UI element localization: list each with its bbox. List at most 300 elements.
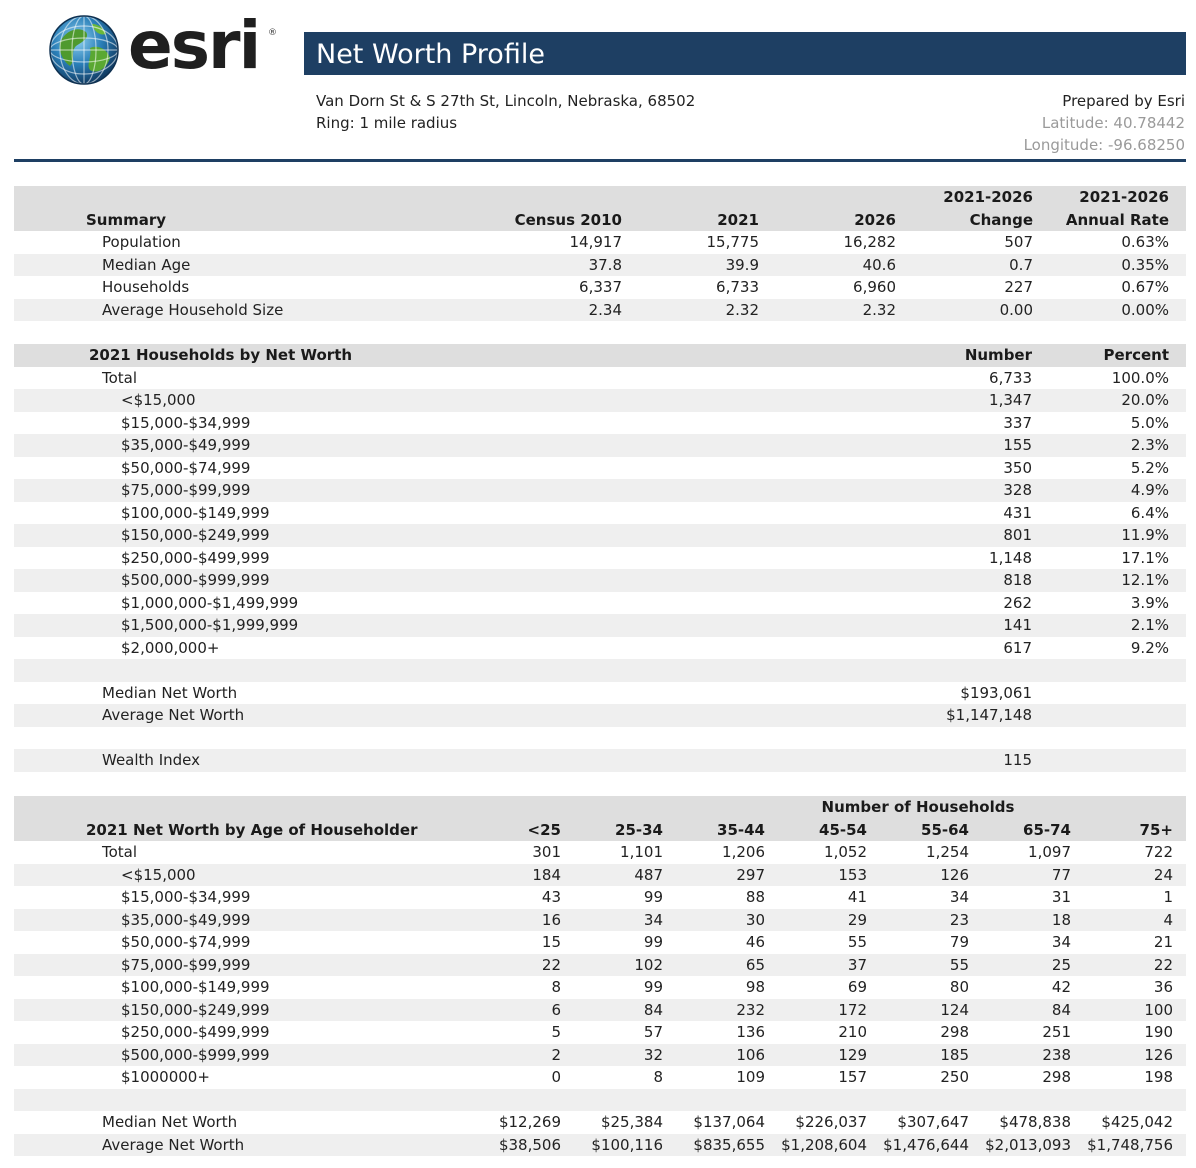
value-cell: 350 bbox=[1003, 458, 1032, 477]
value-cell: 20.0% bbox=[1032, 389, 1169, 412]
trademark-mark: ® bbox=[268, 28, 277, 38]
value-cell: 6,337 bbox=[579, 278, 622, 297]
spacer-cell bbox=[1032, 727, 1169, 750]
value-cell: 185 bbox=[867, 1044, 969, 1067]
column-header: Annual Rate bbox=[1033, 209, 1169, 232]
spacer-row bbox=[14, 1089, 1186, 1112]
row-label: Median Net Worth bbox=[102, 683, 238, 702]
value-cell: 12.1% bbox=[1032, 569, 1169, 592]
row-label: $15,000-$34,999 bbox=[121, 888, 251, 907]
value-cell: 210 bbox=[838, 1023, 867, 1042]
spacer-cell bbox=[1169, 614, 1186, 637]
spacer-cell bbox=[1169, 457, 1186, 480]
report-location bbox=[316, 90, 695, 134]
net-worth-row bbox=[14, 412, 1186, 435]
spacer-row bbox=[14, 321, 1186, 344]
value-cell: 124 bbox=[867, 999, 969, 1022]
value-cell: 153 bbox=[765, 864, 867, 887]
value-cell: 4 bbox=[1071, 909, 1173, 932]
value-cell: 22 bbox=[1071, 954, 1173, 977]
value-cell: 1 bbox=[1163, 888, 1173, 907]
value-cell: $1,748,756 bbox=[1071, 1134, 1173, 1157]
spacer-row bbox=[14, 772, 1186, 795]
spacer-cell bbox=[14, 727, 914, 750]
value-cell: 2.1% bbox=[1032, 614, 1169, 637]
net-worth-row bbox=[14, 457, 1186, 480]
spacer-cell bbox=[1169, 412, 1186, 435]
median-net-worth-row bbox=[14, 1111, 1186, 1134]
value-cell: 126 bbox=[867, 864, 969, 887]
value-cell: $193,061 bbox=[960, 683, 1032, 702]
value-cell: 431 bbox=[1003, 503, 1032, 522]
column-header: 45-54 bbox=[765, 819, 867, 842]
prepared-by-block bbox=[1024, 90, 1185, 156]
value-cell: 106 bbox=[663, 1044, 765, 1067]
value-cell: 136 bbox=[736, 1023, 765, 1042]
net-worth-header-row bbox=[14, 344, 1186, 367]
column-header: 65-74 bbox=[969, 819, 1071, 842]
age-row bbox=[14, 999, 1186, 1022]
row-label: $250,000-$499,999 bbox=[121, 548, 270, 567]
row-label: $35,000-$49,999 bbox=[14, 434, 914, 457]
net-worth-by-age-table bbox=[14, 796, 1186, 1156]
column-header: Census 2010 bbox=[444, 209, 622, 232]
spacer-cell bbox=[969, 1089, 1071, 1112]
row-label: $250,000-$499,999 bbox=[121, 1023, 270, 1042]
spacer-cell bbox=[1173, 1134, 1186, 1157]
value-cell: 36 bbox=[1153, 978, 1173, 997]
age-row bbox=[14, 1021, 1186, 1044]
value-cell: 6,960 bbox=[853, 278, 896, 297]
value-cell: $137,064 bbox=[693, 1113, 765, 1132]
value-cell: 23 bbox=[867, 909, 969, 932]
value-cell: 109 bbox=[736, 1068, 765, 1087]
value-cell: 190 bbox=[1144, 1023, 1173, 1042]
spacer-cell bbox=[14, 772, 914, 795]
spacer-cell bbox=[561, 1089, 663, 1112]
net-worth-row bbox=[14, 614, 1186, 637]
age-row bbox=[14, 886, 1186, 909]
value-cell: 298 bbox=[940, 1023, 969, 1042]
net-worth-row bbox=[14, 389, 1186, 412]
value-cell: 34 bbox=[1051, 933, 1071, 952]
section-heading: Summary bbox=[14, 209, 444, 232]
row-label: Average Net Worth bbox=[14, 1134, 424, 1157]
value-cell: 0.63% bbox=[1121, 233, 1169, 252]
value-cell: 34 bbox=[561, 909, 663, 932]
value-cell: 32 bbox=[561, 1044, 663, 1067]
age-row bbox=[14, 976, 1186, 999]
value-cell: 80 bbox=[949, 978, 969, 997]
value-cell: 15 bbox=[541, 933, 561, 952]
report-title: Net Worth Profile bbox=[304, 32, 1186, 75]
header-spacer bbox=[14, 186, 444, 209]
value-cell: 102 bbox=[561, 954, 663, 977]
row-label: $75,000-$99,999 bbox=[14, 954, 424, 977]
value-cell: 801 bbox=[914, 524, 1032, 547]
value-cell: 250 bbox=[940, 1068, 969, 1087]
value-cell: 1,206 bbox=[722, 843, 765, 862]
value-cell: 14,917 bbox=[569, 233, 622, 252]
row-label: Total bbox=[102, 843, 138, 862]
latitude: Latitude: 40.78442 bbox=[1041, 114, 1185, 132]
row-label: $500,000-$999,999 bbox=[14, 1044, 424, 1067]
value-cell: 41 bbox=[847, 888, 867, 907]
spacer-cell bbox=[1169, 434, 1186, 457]
spacer-cell bbox=[1032, 704, 1169, 727]
column-header: 2021-2026 bbox=[1033, 186, 1169, 209]
value-cell: 2 bbox=[424, 1044, 561, 1067]
value-cell: 6 bbox=[424, 999, 561, 1022]
summary-row bbox=[14, 299, 1186, 322]
spacer-cell bbox=[1173, 1111, 1186, 1134]
column-header: <25 bbox=[424, 819, 561, 842]
value-cell: 126 bbox=[1071, 1044, 1173, 1067]
row-label: $35,000-$49,999 bbox=[14, 909, 424, 932]
spacer-cell bbox=[759, 321, 896, 344]
header-spacer bbox=[1169, 344, 1186, 367]
row-label: $75,000-$99,999 bbox=[14, 479, 914, 502]
value-cell: 4.9% bbox=[1032, 479, 1169, 502]
row-label: Average Net Worth bbox=[14, 704, 914, 727]
row-label: $1,500,000-$1,999,999 bbox=[14, 614, 914, 637]
spacer-cell bbox=[1071, 1089, 1173, 1112]
row-label: <$15,000 bbox=[14, 389, 914, 412]
value-cell: 39.9 bbox=[622, 254, 759, 277]
summary-row bbox=[14, 276, 1186, 299]
age-row bbox=[14, 909, 1186, 932]
value-cell: $12,269 bbox=[498, 1113, 561, 1132]
header-spacer bbox=[424, 796, 561, 819]
row-label: $500,000-$999,999 bbox=[14, 569, 914, 592]
value-cell: 487 bbox=[561, 864, 663, 887]
median-net-worth-row bbox=[14, 682, 1186, 705]
spacer-cell bbox=[1173, 841, 1186, 864]
spacer-cell bbox=[1033, 321, 1169, 344]
value-cell: 617 bbox=[1003, 638, 1032, 657]
value-cell: 0 bbox=[551, 1068, 561, 1087]
row-label: $150,000-$249,999 bbox=[14, 999, 424, 1022]
value-cell: 77 bbox=[969, 864, 1071, 887]
spacer-cell bbox=[1169, 299, 1186, 322]
spacer-cell bbox=[1173, 1021, 1186, 1044]
spacer-cell bbox=[765, 1089, 867, 1112]
value-cell: 337 bbox=[1003, 413, 1032, 432]
row-label: $150,000-$249,999 bbox=[14, 524, 914, 547]
value-cell: $226,037 bbox=[795, 1113, 867, 1132]
value-cell: 16,282 bbox=[843, 233, 896, 252]
column-header: 35-44 bbox=[663, 819, 765, 842]
value-cell: 818 bbox=[914, 569, 1032, 592]
spacer-cell bbox=[1032, 682, 1169, 705]
value-cell: 2.3% bbox=[1032, 434, 1169, 457]
net-worth-row bbox=[14, 479, 1186, 502]
value-cell: 21 bbox=[1153, 933, 1173, 952]
value-cell: 100.0% bbox=[1111, 368, 1169, 387]
header-spacer bbox=[444, 186, 622, 209]
value-cell: 40.6 bbox=[759, 254, 896, 277]
value-cell: 172 bbox=[765, 999, 867, 1022]
row-label: <$15,000 bbox=[14, 864, 424, 887]
value-cell: 1,148 bbox=[989, 548, 1032, 567]
value-cell: 24 bbox=[1071, 864, 1173, 887]
spacer-cell bbox=[1173, 1089, 1186, 1112]
age-header-row bbox=[14, 796, 1186, 819]
spacer-cell bbox=[1032, 749, 1169, 772]
prepared-by: Prepared by Esri bbox=[1062, 92, 1185, 110]
value-cell: 301 bbox=[532, 843, 561, 862]
value-cell: 11.9% bbox=[1032, 524, 1169, 547]
spacer-cell bbox=[1173, 864, 1186, 887]
value-cell: $100,116 bbox=[561, 1134, 663, 1157]
value-cell: 2.32 bbox=[622, 299, 759, 322]
households-by-net-worth-table bbox=[14, 344, 1186, 794]
net-worth-row bbox=[14, 434, 1186, 457]
spacer-cell bbox=[1032, 772, 1169, 795]
value-cell: $835,655 bbox=[663, 1134, 765, 1157]
spacer-cell bbox=[1169, 772, 1186, 795]
value-cell: 65 bbox=[663, 954, 765, 977]
row-label: Wealth Index bbox=[14, 749, 914, 772]
value-cell: 328 bbox=[914, 479, 1032, 502]
summary-table bbox=[14, 186, 1186, 344]
spacer-cell bbox=[1169, 479, 1186, 502]
spacer-cell bbox=[1169, 682, 1186, 705]
value-cell: 2.34 bbox=[444, 299, 622, 322]
spacer-cell bbox=[1169, 727, 1186, 750]
column-header: 2021-2026 bbox=[896, 186, 1033, 209]
summary-row bbox=[14, 231, 1186, 254]
section-heading: 2021 Net Worth by Age of Householder bbox=[14, 819, 424, 842]
value-cell: 3.9% bbox=[1130, 593, 1169, 612]
header-spacer bbox=[622, 186, 759, 209]
net-worth-row bbox=[14, 502, 1186, 525]
value-cell: 2.32 bbox=[759, 299, 896, 322]
value-cell: 115 bbox=[914, 749, 1032, 772]
column-header: Percent bbox=[1032, 344, 1169, 367]
value-cell: 155 bbox=[914, 434, 1032, 457]
total-row bbox=[14, 367, 1186, 390]
age-row bbox=[14, 1044, 1186, 1067]
value-cell: 232 bbox=[663, 999, 765, 1022]
row-label: $1,000,000-$1,499,999 bbox=[121, 593, 299, 612]
spacer-cell bbox=[1173, 1066, 1186, 1089]
value-cell: 31 bbox=[1051, 888, 1071, 907]
value-cell: 8 bbox=[551, 978, 561, 997]
header-spacer bbox=[561, 796, 663, 819]
value-cell: 57 bbox=[643, 1023, 663, 1042]
average-net-worth-row bbox=[14, 704, 1186, 727]
value-cell: 1,097 bbox=[1028, 843, 1071, 862]
value-cell: $307,647 bbox=[897, 1113, 969, 1132]
value-cell: 46 bbox=[745, 933, 765, 952]
row-label: Population bbox=[102, 233, 181, 252]
value-cell: 5 bbox=[551, 1023, 561, 1042]
value-cell: 69 bbox=[847, 978, 867, 997]
column-group-header: Number of Households bbox=[663, 796, 1173, 819]
value-cell: 84 bbox=[561, 999, 663, 1022]
value-cell: 6,733 bbox=[716, 278, 759, 297]
value-cell: 17.1% bbox=[1121, 548, 1169, 567]
spacer-cell bbox=[914, 772, 1032, 795]
value-cell: 1,347 bbox=[914, 389, 1032, 412]
value-cell: 30 bbox=[663, 909, 765, 932]
ring-line: Ring: 1 mile radius bbox=[316, 114, 458, 132]
value-cell: 100 bbox=[1071, 999, 1173, 1022]
spacer-cell bbox=[1032, 659, 1169, 682]
row-label: $15,000-$34,999 bbox=[121, 413, 251, 432]
value-cell: $25,384 bbox=[600, 1113, 663, 1132]
spacer-cell bbox=[14, 659, 914, 682]
spacer-cell bbox=[663, 1089, 765, 1112]
esri-logo bbox=[46, 7, 277, 86]
column-header: Change bbox=[896, 209, 1033, 232]
spacer-cell bbox=[867, 1089, 969, 1112]
average-net-worth-row bbox=[14, 1134, 1186, 1157]
value-cell: 16 bbox=[424, 909, 561, 932]
spacer-cell bbox=[1173, 976, 1186, 999]
spacer-cell bbox=[1169, 367, 1186, 390]
value-cell: 141 bbox=[914, 614, 1032, 637]
spacer-cell bbox=[1169, 321, 1186, 344]
value-cell: 238 bbox=[969, 1044, 1071, 1067]
column-header: 55-64 bbox=[867, 819, 969, 842]
value-cell: 88 bbox=[745, 888, 765, 907]
header-spacer bbox=[1169, 209, 1186, 232]
age-row bbox=[14, 931, 1186, 954]
value-cell: 5.2% bbox=[1130, 458, 1169, 477]
row-label: Average Household Size bbox=[14, 299, 444, 322]
spacer-cell bbox=[1169, 569, 1186, 592]
wealth-index-row bbox=[14, 749, 1186, 772]
spacer-cell bbox=[1173, 999, 1186, 1022]
value-cell: 298 bbox=[1042, 1068, 1071, 1087]
value-cell: $1,208,604 bbox=[765, 1134, 867, 1157]
value-cell: 0.00% bbox=[1033, 299, 1169, 322]
header-spacer bbox=[14, 796, 424, 819]
spacer-cell bbox=[14, 1089, 424, 1112]
spacer-cell bbox=[1169, 659, 1186, 682]
header-spacer bbox=[1169, 186, 1186, 209]
value-cell: 79 bbox=[949, 933, 969, 952]
net-worth-row bbox=[14, 547, 1186, 570]
spacer-cell bbox=[1169, 254, 1186, 277]
spacer-cell bbox=[914, 727, 1032, 750]
spacer-cell bbox=[1169, 502, 1186, 525]
value-cell: $1,476,644 bbox=[867, 1134, 969, 1157]
value-cell: 99 bbox=[643, 888, 663, 907]
value-cell: 18 bbox=[969, 909, 1071, 932]
spacer-cell bbox=[896, 321, 1033, 344]
column-header: 2026 bbox=[759, 209, 896, 232]
column-header: 2021 bbox=[622, 209, 759, 232]
header-spacer bbox=[1173, 819, 1186, 842]
value-cell: 507 bbox=[1004, 233, 1033, 252]
row-label: $2,000,000+ bbox=[121, 638, 220, 657]
value-cell: 55 bbox=[867, 954, 969, 977]
value-cell: 34 bbox=[949, 888, 969, 907]
age-row bbox=[14, 864, 1186, 887]
spacer-cell bbox=[914, 659, 1032, 682]
value-cell: 1,254 bbox=[926, 843, 969, 862]
value-cell: 99 bbox=[643, 978, 663, 997]
spacer-cell bbox=[1169, 749, 1186, 772]
spacer-cell bbox=[1169, 704, 1186, 727]
age-row bbox=[14, 1066, 1186, 1089]
value-cell: 43 bbox=[541, 888, 561, 907]
age-row bbox=[14, 954, 1186, 977]
total-row bbox=[14, 841, 1186, 864]
value-cell: 0.67% bbox=[1121, 278, 1169, 297]
age-header-row bbox=[14, 819, 1186, 842]
value-cell: 0.35% bbox=[1033, 254, 1169, 277]
spacer-cell bbox=[1169, 231, 1186, 254]
value-cell: $425,042 bbox=[1101, 1113, 1173, 1132]
value-cell: 6,733 bbox=[989, 368, 1032, 387]
value-cell: $478,838 bbox=[999, 1113, 1071, 1132]
value-cell: 262 bbox=[1003, 593, 1032, 612]
spacer-cell bbox=[1169, 592, 1186, 615]
address-line: Van Dorn St & S 27th St, Lincoln, Nebraska, 68502 bbox=[316, 92, 696, 110]
value-cell: 55 bbox=[847, 933, 867, 952]
column-header: 25-34 bbox=[561, 819, 663, 842]
row-label: $100,000-$149,999 bbox=[121, 978, 270, 997]
header-spacer bbox=[759, 186, 896, 209]
row-label: Median Age bbox=[14, 254, 444, 277]
logo-wordmark: esri bbox=[128, 7, 260, 84]
spacer-cell bbox=[1173, 954, 1186, 977]
spacer-cell bbox=[1169, 547, 1186, 570]
row-label: Total bbox=[102, 368, 138, 387]
value-cell: 37.8 bbox=[444, 254, 622, 277]
value-cell: 15,775 bbox=[706, 233, 759, 252]
row-label: Median Net Worth bbox=[102, 1113, 238, 1132]
value-cell: 42 bbox=[1051, 978, 1071, 997]
value-cell: 98 bbox=[745, 978, 765, 997]
value-cell: 6.4% bbox=[1130, 503, 1169, 522]
value-cell: 1,052 bbox=[824, 843, 867, 862]
value-cell: 25 bbox=[969, 954, 1071, 977]
header-divider bbox=[14, 159, 1186, 162]
value-cell: 129 bbox=[765, 1044, 867, 1067]
spacer-cell bbox=[14, 321, 444, 344]
net-worth-row bbox=[14, 569, 1186, 592]
spacer-cell bbox=[1173, 909, 1186, 932]
spacer-cell bbox=[1169, 637, 1186, 660]
spacer-row bbox=[14, 727, 1186, 750]
globe-icon bbox=[46, 12, 122, 88]
value-cell: $2,013,093 bbox=[969, 1134, 1071, 1157]
value-cell: 0.7 bbox=[896, 254, 1033, 277]
section-heading: 2021 Households by Net Worth bbox=[14, 344, 914, 367]
summary-header-row bbox=[14, 209, 1186, 232]
value-cell: $1,147,148 bbox=[914, 704, 1032, 727]
column-header: Number bbox=[914, 344, 1032, 367]
spacer-cell bbox=[1169, 389, 1186, 412]
value-cell: 37 bbox=[765, 954, 867, 977]
value-cell: 5.0% bbox=[1130, 413, 1169, 432]
column-header: 75+ bbox=[1071, 819, 1173, 842]
value-cell: 99 bbox=[643, 933, 663, 952]
summary-header-row bbox=[14, 186, 1186, 209]
value-cell: 184 bbox=[424, 864, 561, 887]
value-cell: 1,101 bbox=[620, 843, 663, 862]
value-cell: 722 bbox=[1144, 843, 1173, 862]
spacer-cell bbox=[1169, 276, 1186, 299]
value-cell: 157 bbox=[838, 1068, 867, 1087]
spacer-cell bbox=[1173, 886, 1186, 909]
value-cell: 29 bbox=[765, 909, 867, 932]
